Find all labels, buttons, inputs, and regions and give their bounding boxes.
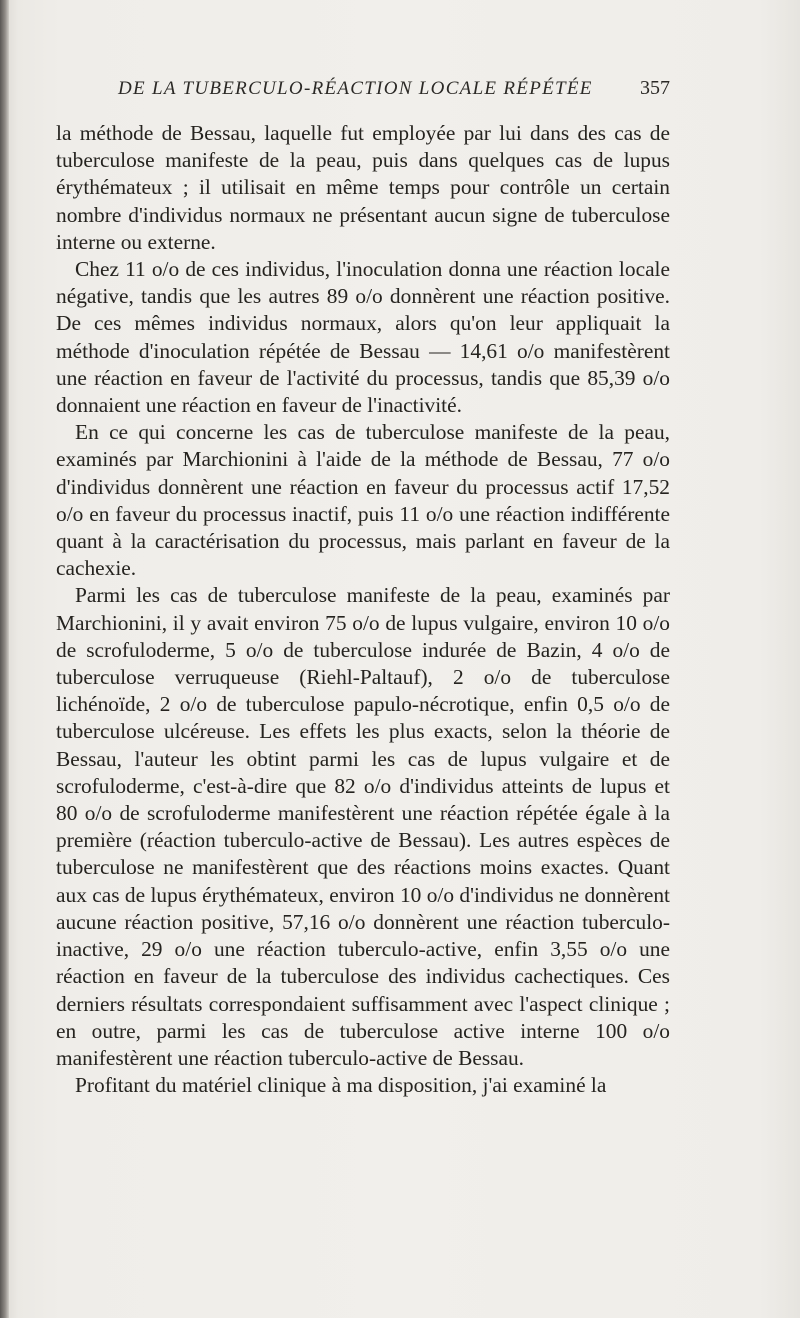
page-number: 357	[640, 77, 670, 99]
paragraph-1: la méthode de Bessau, laquelle fut employée par lui dans des cas de tuberculose manifeste de la peau, puis dans quelques cas de lupus érythémateux ; il utilisait en même temps pour contrôle un certain nombre d'individus normaux ne présentant aucun signe de tuberculose interne ou externe.	[56, 121, 670, 254]
paragraph-5: Profitant du matériel clinique à ma disposition, j'ai examiné la	[75, 1073, 607, 1098]
paragraph-3: En ce qui concerne les cas de tuberculose manifeste de la peau, examinés par Marchionini à l'aide de la méthode de Bessau, 77 o/o d'individus donnèrent une réaction en faveur du processus actif 17,52 o/o en faveur du processus inactif, puis 11 o/o une réaction indifférente quant à la caractérisation du processus, mais parlant en faveur de la cachexie.	[56, 420, 670, 581]
book-spine-shadow	[0, 0, 9, 1318]
paragraph-2: Chez 11 o/o de ces individus, l'inoculation donna une réaction locale négative, tandis que les autres 89 o/o donnèrent une réaction positive. De ces mêmes individus normaux, alors qu'on leur appliquait la méthode d'inoculation répétée de Bessau — 14,61 o/o manifestèrent une réaction en faveur de l'activité du processus, tandis que 85,39 o/o donnaient une réaction en faveur de l'inactivité.	[56, 257, 670, 418]
running-title: DE LA TUBERCULO-RÉACTION LOCALE RÉPÉTÉE	[118, 78, 593, 99]
paragraph-4: Parmi les cas de tuberculose manifeste de la peau, examinés par Marchionini, il y avait environ 75 o/o de lupus vulgaire, environ 10 o/o de scrofuloderme, 5 o/o de tuberculose indurée de Bazin, 4 o/o de tuberculose verruqueuse (Riehl-Paltauf), 2 o/o de tuberculose lichénoïde, 2 o/o de tuberculose papulo-nécrotique, enfin 0,5 o/o de tuberculose ulcéreuse. Les effets les plus exacts, selon la théorie de Bessau, l'auteur les obtint parmi les cas de lupus vulgaire et de scrofuloderme, c'est-à-dire que 82 o/o d'individus atteints de lupus et 80 o/o de scrofuloderme manifestèrent une réaction répétée égale à la première (réaction tuberculo-active de Bessau). Les autres espèces de tuberculose ne manifestèrent que des réactions moins exactes. Quant aux cas de lupus érythémateux, environ 10 o/o d'individus ne donnèrent aucune réaction positive, 57,16 o/o donnèrent une réaction tuberculo-inactive, 29 o/o une réaction tuberculo-active, enfin 3,55 o/o une réaction en faveur de la tuberculose des individus cachectiques. Ces derniers résultats correspondaient suffisamment avec l'aspect clinique ; en outre, parmi les cas de tuberculose active interne 100 o/o manifestèrent une réaction tuberculo-active de Bessau.	[56, 583, 670, 1070]
body-text	[56, 120, 670, 1099]
running-head	[60, 74, 670, 104]
